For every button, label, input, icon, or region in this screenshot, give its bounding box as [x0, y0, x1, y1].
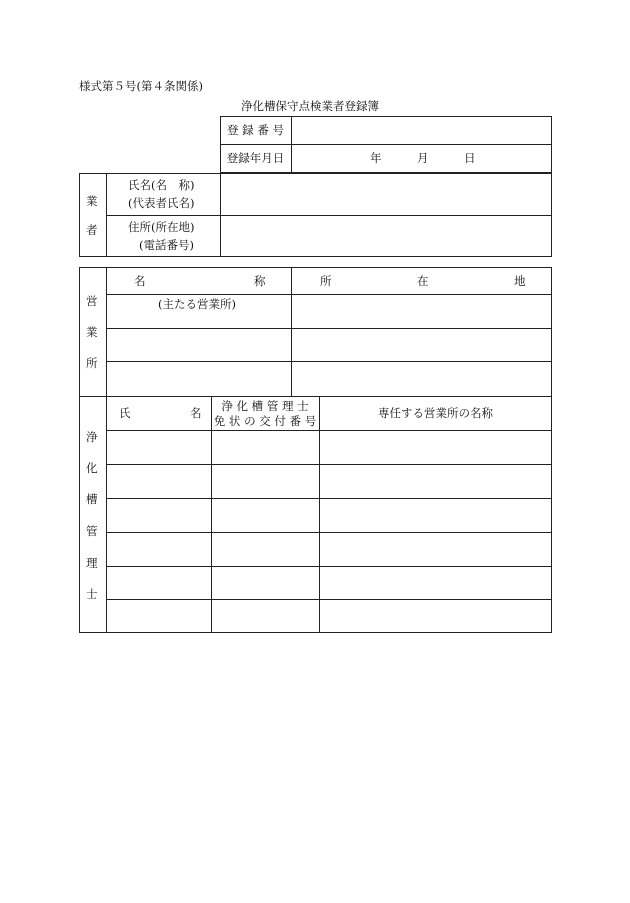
managers-section-char: 理: [86, 556, 98, 570]
offices-header-location: 地: [514, 274, 526, 288]
divider: [106, 532, 552, 533]
divider: [106, 361, 552, 362]
divider: [211, 396, 212, 633]
section-divider: [79, 396, 552, 397]
offices-header-location: 在: [417, 274, 429, 288]
divider: [106, 328, 552, 329]
business-section-char: 業: [86, 194, 98, 208]
registration-date-month: 月: [417, 151, 429, 165]
business-address-label: 住所(所在地): [128, 220, 195, 234]
offices-section-char: 業: [86, 325, 98, 339]
offices-managers-table: [79, 267, 552, 633]
main-office-note: (主たる営業所): [158, 297, 236, 311]
offices-header-name: 称: [254, 274, 266, 288]
divider: [106, 566, 552, 567]
managers-header-license: 免 状 の 交 付 番 号: [213, 414, 317, 428]
managers-header-name: 氏: [119, 406, 131, 420]
divider: [291, 267, 292, 396]
managers-section-char: 化: [86, 461, 98, 475]
business-section-char: 者: [86, 223, 98, 237]
offices-header-name: 名: [134, 274, 146, 288]
registration-date-day: 日: [464, 151, 476, 165]
divider: [319, 396, 320, 633]
managers-header-name: 名: [190, 406, 202, 420]
managers-section-char: 浄: [86, 430, 98, 444]
divider: [106, 464, 552, 465]
offices-header-location: 所: [320, 274, 332, 288]
business-phone-label: (電話番号): [139, 238, 194, 252]
divider: [106, 267, 107, 633]
divider: [220, 144, 552, 145]
divider: [106, 430, 552, 431]
business-name-label: 氏名(名 称): [128, 178, 195, 192]
managers-section-char: 士: [86, 587, 98, 601]
offices-section-char: 所: [86, 356, 98, 370]
managers-section-char: 槽: [86, 492, 98, 506]
managers-header-office: 専任する営業所の名称: [378, 406, 493, 420]
divider: [106, 498, 552, 499]
divider: [106, 599, 552, 600]
divider: [106, 215, 552, 216]
form-label: 様式第５号(第４条関係): [79, 79, 203, 93]
registration-date-label: 登録年月日: [226, 151, 285, 165]
form-title: 浄化槽保守点検業者登録簿: [241, 99, 379, 113]
managers-header-license: 浄 化 槽 管 理 士: [221, 399, 309, 413]
managers-section-char: 管: [86, 524, 98, 538]
divider: [106, 294, 552, 295]
divider: [291, 116, 292, 173]
registration-number-label: 登 録 番 号: [227, 123, 284, 137]
offices-section-char: 営: [86, 294, 98, 308]
business-representative-label: (代表者氏名): [128, 196, 195, 210]
registration-date-year: 年: [370, 151, 382, 165]
